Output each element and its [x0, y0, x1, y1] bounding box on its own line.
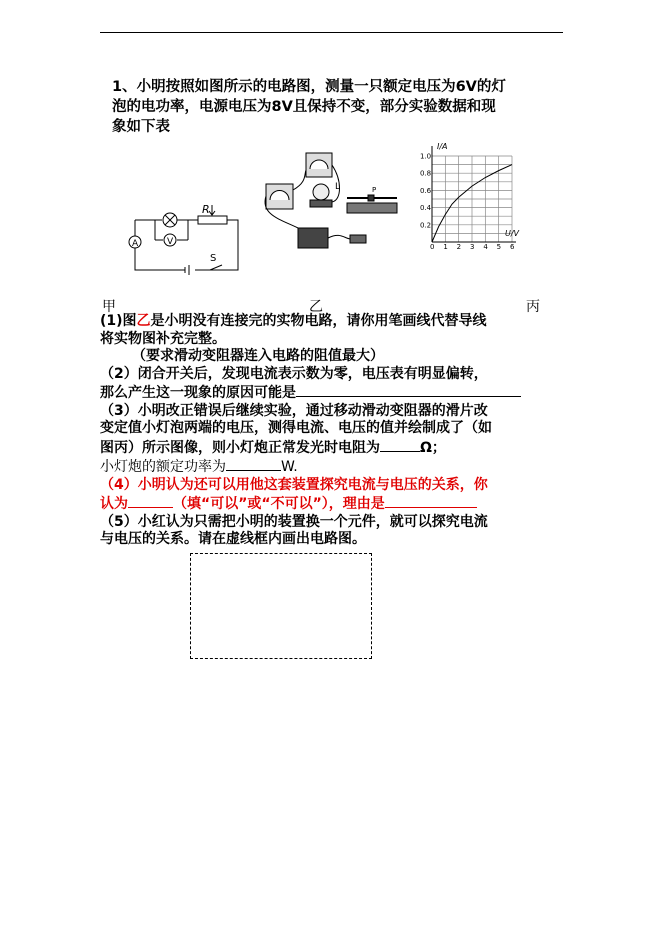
resistor-symbol	[198, 216, 227, 224]
x-tick-label: 6	[510, 243, 515, 250]
resistor-label: R	[202, 203, 210, 216]
q3-unit-ohm: Ω；	[420, 439, 446, 456]
sub-questions	[100, 313, 570, 549]
voltmeter-label: V	[167, 237, 174, 247]
battery-device	[298, 228, 328, 248]
x-tick-label: 0	[430, 243, 435, 250]
x-tick-label: 5	[496, 243, 502, 250]
lamp-device	[313, 184, 329, 200]
q1-requirement: （要求滑动变阻器连入电路的阻值最大）	[132, 348, 384, 364]
apparatus-photo	[262, 150, 402, 255]
q3-text-3: 图丙）所示图像，则小灯炮正常发光时电阻为	[100, 439, 380, 456]
q3-power-text: 小灯炮的额定功率为	[100, 459, 226, 475]
y-tick-label: 1.0	[420, 152, 432, 161]
y-axis-label: I/A	[437, 142, 448, 151]
circuit-diagram	[120, 195, 250, 280]
caption-yi: 乙	[309, 299, 323, 315]
q2-answer-blank[interactable]	[296, 383, 521, 397]
y-tick-label: 0.6	[420, 186, 432, 195]
rheostat-device	[347, 203, 397, 213]
switch-symbol	[210, 265, 222, 270]
circuit-drawing-box[interactable]	[190, 553, 372, 659]
q3-power-blank[interactable]	[226, 457, 281, 471]
q2-text: （2）闭合开关后，发现电流表示数为零，电压表有明显偏转，	[100, 365, 488, 382]
q4-text: （4）小明认为还可以用他这套装置探究电流与电压的关系，你	[100, 476, 488, 493]
q1-text: 是小明没有连接完的实物电路，请你用笔画线代替导线	[150, 313, 487, 329]
y-tick-label: 0.8	[420, 169, 432, 178]
question-stem	[100, 77, 570, 137]
x-tick-label: 1	[443, 243, 448, 250]
q3-text: （3）小明改正错误后继续实验，通过移动滑动变阻器的滑片改	[100, 402, 488, 419]
q4-reason-blank[interactable]	[385, 494, 477, 508]
q4-choice-blank[interactable]	[128, 494, 173, 508]
x-tick-label: 2	[456, 243, 462, 250]
q3-text-2: 变定值小灯泡两端的电压，测得电流、电压的值并绘制成了（如	[100, 420, 492, 436]
ammeter-label: A	[132, 239, 139, 249]
lamp-label: L	[335, 182, 341, 192]
y-tick-label: 0.2	[420, 221, 432, 230]
q1-highlight: 乙	[136, 313, 151, 329]
x-axis-label: U/V	[505, 229, 520, 238]
header-rule	[100, 32, 563, 33]
q5-text-2: 与电压的关系。请在虚线框内画出电路图。	[100, 531, 366, 547]
stem-line-3: 象如下表	[112, 119, 170, 135]
stem-line-1: 小明按照如图所示的电路图，测量一只额定电压为6V的灯	[136, 79, 506, 95]
q2-text-2: 那么产生这一现象的原因可能是	[100, 385, 296, 401]
caption-jia: 甲	[102, 299, 116, 315]
q4-text-2b: （填“可以”或“不可以”），理由是	[173, 496, 385, 512]
q1-text-2: 将实物图补充完整。	[100, 330, 226, 347]
switch-label: S	[210, 253, 217, 264]
question-number: 1、	[112, 79, 137, 95]
caption-bing: 丙	[526, 299, 540, 315]
stem-line-2: 泡的电功率，电源电压为8V且保持不变，部分实验数据和现	[112, 99, 496, 115]
x-tick-label: 3	[470, 243, 475, 250]
y-tick-label: 0.4	[420, 204, 432, 213]
switch-device	[350, 235, 366, 243]
q1-prefix: (1)图	[100, 313, 137, 329]
q5-text: （5）小红认为只需把小明的装置换一个元件，就可以探究电流	[100, 513, 488, 530]
x-tick-label: 4	[483, 243, 488, 250]
q3-resistance-blank[interactable]	[380, 438, 420, 452]
slider-label: P	[372, 186, 377, 194]
q4-text-2a: 认为	[100, 496, 128, 512]
iu-graph	[412, 140, 522, 250]
q3-unit-watt: W.	[281, 459, 298, 475]
